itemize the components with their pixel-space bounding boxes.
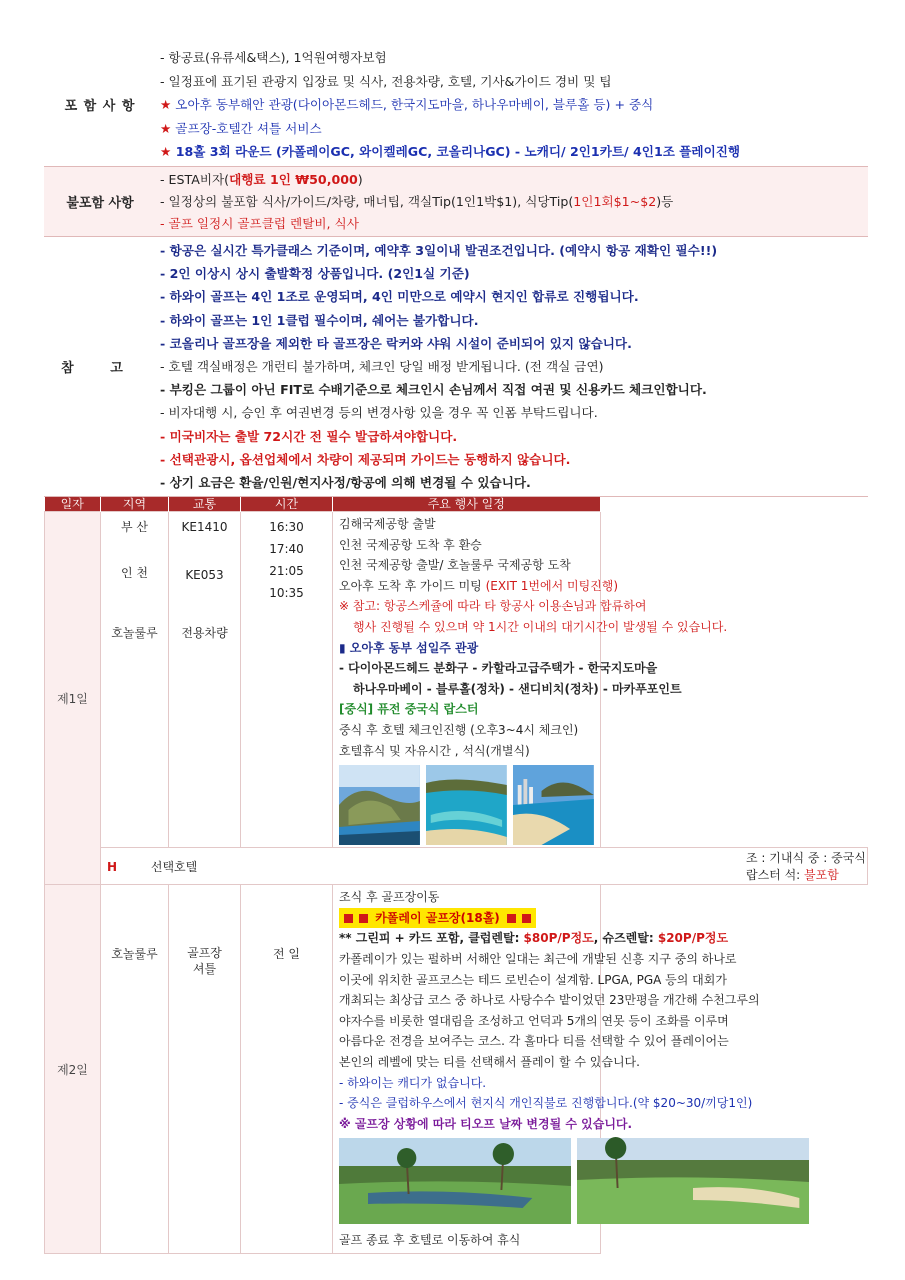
itinerary-line: ※ 골프장 상황에 따라 티오프 날짜 변경될 수 있습니다. <box>339 1116 633 1131</box>
exclude-line: - ESTA비자(대행료 1인 ₩50,000) <box>160 171 363 187</box>
itinerary-line: - 다이아몬드헤드 분화구 - 카할라고급주택가 - 한국지도마을 <box>339 661 658 676</box>
time: 21:05 <box>269 564 304 579</box>
transport: KE1410 <box>181 520 228 535</box>
region: 부 산 <box>121 520 148 535</box>
star-icon: ★ <box>160 120 176 136</box>
itinerary-line: 행사 진행될 수 있으며 약 1시간 이내의 대기시간이 발생될 수 있습니다. <box>353 620 728 635</box>
excludes-label: 불포함 사항 <box>44 166 156 237</box>
itinerary-line: 김해국제공항 출발 <box>339 517 436 532</box>
notes-label: 참 고 <box>44 237 156 497</box>
note-line: - 하와이 골프는 1인 1클럽 필수이며, 쉐어는 불가합니다. <box>160 312 479 328</box>
day1-times <box>241 512 333 848</box>
itinerary-line: - 중식은 클럽하우스에서 현지식 개인직불로 진행합니다.(약 $20~30/끼당1인) <box>339 1096 753 1111</box>
itinerary-line: ※ 참고: 항공스케쥴에 따라 타 항공사 이용손님과 합류하여 <box>339 599 647 614</box>
include-line: - 항공료(유류세&택스), 1억원여행자보험 <box>160 50 387 65</box>
golf-course-tag: 카폴레이 골프장(18홀) <box>339 908 536 929</box>
day2-transport: 골프장 셔틀 <box>169 885 241 1254</box>
includes-row <box>44 44 868 166</box>
itinerary-line: ** 그린피 + 카드 포함, 클럽렌탈: $80P/P정도, 슈즈렌탈: $20P/P정도 <box>339 931 729 946</box>
square-icon <box>507 914 516 923</box>
header-day: 일자 <box>45 497 101 512</box>
day2-label: 제2일 <box>45 885 101 1254</box>
include-line: ★ 18홀 3회 라운드 (카폴레이GC, 와이켈레GC, 코올리나GC) - 노캐디/ 2인1카트/ 4인1조 플레이진행 <box>160 144 741 159</box>
header-itinerary: 주요 행사 일정 <box>333 497 601 512</box>
meals-dinner: 불포함 <box>804 868 839 883</box>
include-line: ★ 오아후 동부해안 관광(다이아몬드헤드, 한국지도마을, 하나우마베이, 블루홀 등) + 중식 <box>160 97 654 112</box>
waikiki-beach-photo <box>513 765 594 845</box>
time: 16:30 <box>269 520 304 535</box>
itinerary-line: 카폴레이가 있는 펄하버 서해안 일대는 최근에 개발된 신흥 지구 중의 하나로 <box>339 951 737 966</box>
includes-label: 포 함 사 항 <box>44 44 156 166</box>
note-line: - 2인 이상시 상시 출발확정 상품입니다. (2인1실 기준) <box>160 266 470 282</box>
transport: KE053 <box>185 568 224 583</box>
day1-hotel-row <box>45 848 868 885</box>
schedule-table <box>44 497 868 1254</box>
hotel-cell <box>101 848 241 885</box>
square-icon <box>522 914 531 923</box>
header-transport: 교통 <box>169 497 241 512</box>
note-line: - 비자대행 시, 승인 후 여권변경 등의 변경사항 있을 경우 꼭 인폼 부탁드립니다. <box>160 405 598 421</box>
itinerary-line: 이곳에 위치한 골프코스는 테드 로빈슨이 설계함. LPGA, PGA 등의 대회가 <box>339 972 727 987</box>
includes-body <box>156 44 868 166</box>
itinerary-document <box>44 44 868 1254</box>
header-region: 지역 <box>101 497 169 512</box>
include-line: ★ 골프장-호텔간 셔틀 서비스 <box>160 120 322 136</box>
square-icon <box>359 914 368 923</box>
note-line: - 항공은 실시간 특가클래스 기준이며, 예약후 3일이내 발권조건입니다. (예약시 항공 재확인 필수!!) <box>160 243 718 258</box>
day2-row <box>45 885 868 1254</box>
hanauma-bay-photo <box>426 765 507 845</box>
day1-itinerary <box>333 512 728 848</box>
note-line: - 미국비자는 출발 72시간 전 필수 발급하셔야합니다. <box>160 428 458 444</box>
diamond-head-photo <box>339 765 420 845</box>
exclude-line: - 일정상의 불포함 식사/가이드/차량, 매너팁, 객실Tip(1인1박$1), 식당Tip(1인1회$1~$2)등 <box>160 193 674 209</box>
itinerary-line: 골프 종료 후 호텔로 이동하여 휴식 <box>339 1233 521 1248</box>
itinerary-line: [중식] 퓨전 중국식 랍스터 <box>339 702 479 717</box>
itinerary-line: - 하와이는 캐디가 없습니다. <box>339 1075 487 1090</box>
itinerary-line <box>339 908 594 929</box>
itinerary-line: 아름다운 전경을 보여주는 코스. 각 홀마다 티를 선택할 수 있어 플레이어는 <box>339 1034 729 1049</box>
schedule-header-row <box>45 497 868 512</box>
meals-info: 조 : 기내식 중 : 중국식 랍스터 석: <box>746 851 866 883</box>
day2-itinerary <box>333 885 760 1254</box>
notes-body <box>156 237 868 497</box>
time: 17:40 <box>269 542 304 557</box>
itinerary-line: ▮ 오아후 동부 섬일주 관광 <box>339 640 479 655</box>
exclude-line: - 골프 일정시 골프클럽 렌탈비, 식사 <box>160 216 359 231</box>
day1-photos <box>339 765 594 845</box>
itinerary-line: 조식 후 골프장이동 <box>339 890 440 905</box>
golf-green-photo <box>577 1138 809 1224</box>
hotel-name: 선택호텔 <box>150 859 198 874</box>
day1-label: 제1일 <box>45 512 101 885</box>
star-icon: ★ <box>160 144 176 159</box>
square-icon <box>344 914 353 923</box>
day1-regions <box>101 512 169 848</box>
note-line: - 코올리나 골프장을 제외한 타 골프장은 락커와 샤워 시설이 준비되어 있지 않습니다. <box>160 335 632 351</box>
day2-region: 호놀룰루 <box>101 885 169 1254</box>
note-line: - 호텔 객실배정은 개런티 불가하며, 체크인 당일 배정 받게됩니다. (전 객실 금연) <box>160 358 604 374</box>
day1-transports <box>169 512 241 848</box>
region: 인 천 <box>121 566 148 581</box>
itinerary-line: 오아후 도착 후 가이드 미팅 (EXIT 1번에서 미팅진행) <box>339 578 619 593</box>
itinerary-line: 중식 후 호텔 체크인진행 (오후3~4시 체크인) <box>339 723 579 737</box>
info-table <box>44 44 868 497</box>
itinerary-line: 개최되는 최상급 코스 중 하나로 사탕수수 밭이었던 23만평을 개간해 수천그루의 <box>339 993 760 1008</box>
itinerary-line: 하나우마베이 - 블루홀(정차) - 샌디비치(정차) - 마카푸포인트 <box>353 681 682 696</box>
itinerary-line: 호텔휴식 및 자유시간 , 석식(개별식) <box>339 743 530 758</box>
time: 10:35 <box>269 586 304 601</box>
star-icon: ★ <box>160 97 176 112</box>
day2-time: 전 일 <box>241 885 333 1254</box>
header-time: 시간 <box>241 497 333 512</box>
note-line: - 하와이 골프는 4인 1조로 운영되며, 4인 미만으로 예약시 현지인 합류로 진행됩니다. <box>160 289 639 305</box>
note-line: - 상기 요금은 환율/인원/현지사정/항공에 의해 변경될 수 있습니다. <box>160 474 531 490</box>
itinerary-line: 본인의 레벨에 맞는 티를 선택해서 플레이 할 수 있습니다. <box>339 1054 640 1069</box>
itinerary-line: 인천 국제공항 도착 후 환승 <box>339 537 482 552</box>
excludes-body <box>156 166 868 237</box>
day1-row <box>45 512 868 848</box>
include-line: - 일정표에 표기된 관광지 입장료 및 식사, 전용차량, 호텔, 기사&가이드 경비 및 팁 <box>160 73 612 89</box>
note-line: - 선택관광시, 옵션업체에서 차량이 제공되며 가이드는 동행하지 않습니다. <box>160 451 571 467</box>
itinerary-line: 인천 국제공항 출발/ 호놀룰루 국제공항 도착 <box>339 558 571 573</box>
hotel-mark: H <box>107 859 118 874</box>
note-line: - 부킹은 그룹이 아닌 FIT로 수배기준으로 체크인시 손님께서 직접 여권 및 신용카드 체크인합니다. <box>160 382 707 398</box>
itinerary-line: 야자수를 비롯한 열대림을 조성하고 언덕과 5개의 연못 등이 조화를 이루며 <box>339 1013 729 1028</box>
day2-photos <box>339 1138 809 1224</box>
region: 호놀룰루 <box>111 626 158 641</box>
excludes-row <box>44 166 868 237</box>
notes-row <box>44 237 868 497</box>
meals-cell <box>600 848 868 885</box>
transport: 전용차량 <box>181 626 228 641</box>
golf-course-photo <box>339 1138 571 1224</box>
